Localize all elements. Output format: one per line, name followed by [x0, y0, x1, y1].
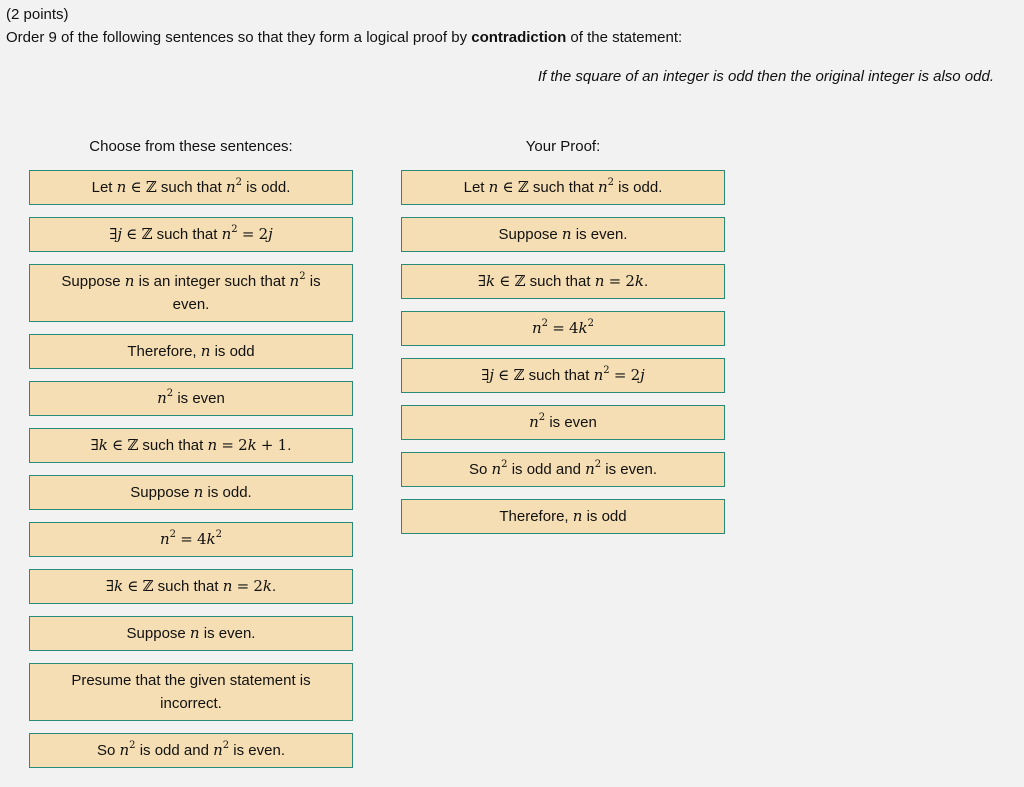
choose-column-title: Choose from these sentences: — [89, 138, 293, 155]
choose-sentence-card[interactable]: Suppose n is even. — [29, 616, 353, 651]
choose-sentence-card[interactable]: ∃k ∈ ℤ such that n = 2k. — [29, 569, 353, 604]
proof-sentence-card[interactable]: Suppose n is even. — [401, 217, 725, 252]
proof-sentence-card[interactable]: $n^2$ is even — [401, 405, 725, 440]
choose-sentence-card[interactable]: Presume that the given statement is incorrect. — [29, 663, 353, 721]
choose-sentence-card[interactable]: Let n ∈ ℤ such that $n^2$ is odd. — [29, 170, 353, 205]
proof-sentence-card[interactable]: So $n^2$ is odd and $n^2$ is even. — [401, 452, 725, 487]
choose-sentence-card[interactable]: Suppose n is an integer such that $n^2$ is even. — [29, 264, 353, 322]
proof-sentence-card[interactable]: Let n ∈ ℤ such that $n^2$ is odd. — [401, 170, 725, 205]
proof-column-title: Your Proof: — [525, 138, 601, 155]
choose-sentence-card[interactable]: $n^2 = 4k^2$ — [29, 522, 353, 557]
choose-sentence-card[interactable]: Suppose n is odd. — [29, 475, 353, 510]
choose-sentence-card[interactable]: ∃j ∈ ℤ such that $n^2 = 2j$ — [29, 217, 353, 252]
choose-sentence-card[interactable]: So $n^2$ is odd and $n^2$ is even. — [29, 733, 353, 768]
choose-sentence-card[interactable]: ∃k ∈ ℤ such that n = 2k + 1. — [29, 428, 353, 463]
instruction-bold: contradiction — [471, 29, 567, 46]
proof-column — [401, 170, 725, 546]
instruction-post: of the statement: — [566, 29, 683, 46]
proof-sentence-card[interactable]: Therefore, n is odd — [401, 499, 725, 534]
instruction-text — [6, 29, 682, 46]
proof-sentence-card[interactable]: ∃j ∈ ℤ such that $n^2 = 2j$ — [401, 358, 725, 393]
points-label: (2 points) — [6, 6, 69, 23]
choose-column — [29, 170, 353, 780]
statement-text: If the square of an integer is odd then the original integer is also odd. — [537, 68, 994, 85]
proof-sentence-card[interactable]: $n^2 = 4k^2$ — [401, 311, 725, 346]
proof-sentence-card[interactable]: ∃k ∈ ℤ such that n = 2k. — [401, 264, 725, 299]
instruction-pre: Order 9 of the following sentences so that they form a logical proof by — [6, 29, 472, 46]
choose-sentence-card[interactable]: $n^2$ is even — [29, 381, 353, 416]
choose-sentence-card[interactable]: Therefore, n is odd — [29, 334, 353, 369]
